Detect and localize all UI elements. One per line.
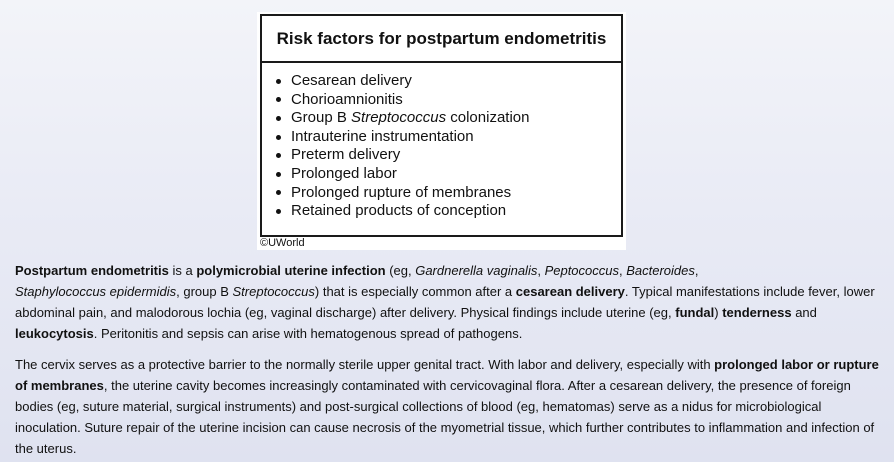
text-run: leukocytosis (15, 326, 94, 341)
text-run: and (791, 305, 817, 320)
explanation-paragraph (15, 354, 887, 459)
copyright-label: ©UWorld (260, 237, 305, 249)
list-item-text: Retained products of conception (291, 202, 507, 220)
risk-factor-list (262, 63, 621, 221)
text-run: Postpartum endometritis (15, 263, 169, 278)
list-item (276, 184, 621, 203)
text-run: , group B (176, 284, 233, 299)
list-item (276, 128, 621, 147)
text-run: Streptococcus (232, 284, 315, 299)
list-item-text: Prolonged labor (291, 164, 397, 182)
bullet-icon (276, 79, 281, 84)
text-run: Staphylococcus epidermidis (15, 284, 177, 299)
list-item (276, 91, 621, 110)
text-run: prolonged labor or rupture of membranes (15, 357, 879, 393)
bullet-icon (276, 190, 281, 195)
text-run: . Peritonitis and sepsis can arise with hematogenous spread of pathogens. (93, 326, 523, 341)
bullet-icon (276, 97, 281, 102)
explanation-paragraph (15, 260, 887, 344)
list-item (276, 146, 621, 165)
text-run: (eg, (385, 263, 416, 278)
list-item-text: Cesarean delivery (291, 72, 412, 89)
list-item-text: Group B Streptococcus colonization (291, 109, 530, 127)
table-title: Risk factors for postpartum endometritis (262, 16, 621, 63)
risk-factor-figure (257, 12, 626, 250)
list-item (276, 165, 621, 184)
text-run: ) (714, 305, 723, 320)
text-run: tenderness (722, 305, 792, 320)
text-run: Peptococcus (544, 263, 619, 278)
bullet-icon (276, 153, 281, 158)
text-run: , (619, 263, 627, 278)
list-item-text: Chorioamnionitis (291, 90, 403, 108)
risk-factor-table (260, 14, 623, 237)
text-run: Bacteroides (626, 263, 695, 278)
text-run: fundal (675, 305, 715, 320)
bullet-icon (276, 135, 281, 140)
text-run: polymicrobial uterine infection (196, 263, 386, 278)
bullet-icon (276, 116, 281, 121)
explanation-text (15, 260, 887, 459)
list-item-text: Intrauterine instrumentation (291, 127, 474, 145)
bullet-icon (276, 209, 281, 214)
text-run: . Typical manifestations include fever, lower abdominal pain, and malodorous lochia (eg, vaginal discharge) after delivery. Physical findings include uterine (eg, (15, 284, 875, 320)
text-run: cesarean delivery (515, 284, 625, 299)
bullet-icon (276, 172, 281, 177)
text-run: , (537, 263, 545, 278)
text-run: , (694, 263, 699, 278)
list-item (276, 72, 621, 91)
list-item (276, 202, 621, 221)
text-run: , the uterine cavity becomes increasingly contaminated with cervicovaginal flora. After a cesarean delivery, the presence of foreign bodies (eg, suture material, surgical instruments) and post-surgical collections of blood (eg, hematomas) serve as a nidus for microbiological inoculation. Suture repair of the uterine incision can cause necrosis of the myometrial tissue, which further contributes to inflammation and infection of the uterus. (15, 378, 875, 456)
text-run: The cervix serves as a protective barrier to the normally sterile upper genital tract. With labor and delivery, especially with (15, 357, 715, 372)
text-run: ) that is especially common after a (314, 284, 516, 299)
list-item-text: Preterm delivery (291, 146, 401, 164)
list-item (276, 109, 621, 128)
text-run: Gardnerella vaginalis (415, 263, 538, 278)
list-item-text: Prolonged rupture of membranes (291, 183, 512, 201)
text-run: is a (168, 263, 197, 278)
